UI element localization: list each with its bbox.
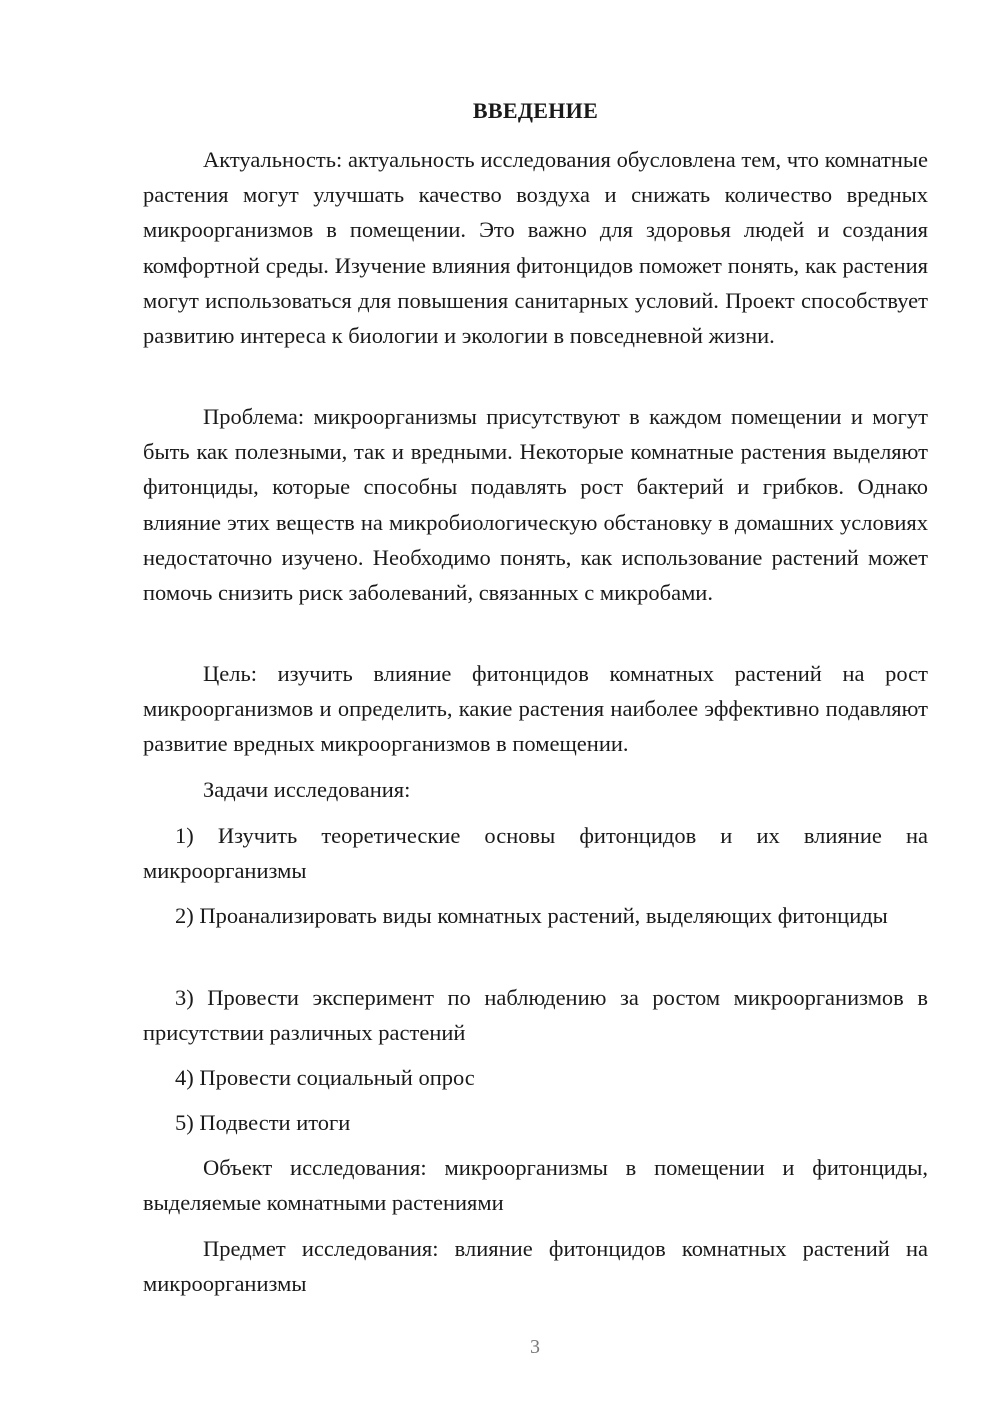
task-item-4: 4) Провести социальный опрос bbox=[175, 1065, 475, 1090]
tasks-title: Задачи исследования: bbox=[203, 777, 411, 802]
problem-paragraph: Проблема: микроорганизмы присутствуют в каждом помещении и могут быть как полезными, так и вредными. Некоторые комнатные растения выделяют фитонциды, которые способны подавлять рост бактерий и грибков. Однако влияние этих веществ на микробиологическую обстановку в домашних условиях недостаточно изучено. Необходимо понять, как использование растений может помочь снизить риск заболеваний, связанных с микробами. bbox=[143, 404, 928, 606]
task-item-1: 1) Изучить теоретические основы фитонцидов и их влияние на микроорганизмы bbox=[143, 823, 928, 884]
page-number: 3 bbox=[530, 1336, 540, 1358]
task-item-3: 3) Провести эксперимент по наблюдению за ростом микроорганизмов в присутствии различных растений bbox=[143, 985, 928, 1046]
task-item-5: 5) Подвести итоги bbox=[175, 1110, 351, 1135]
relevance-paragraph: Актуальность: актуальность исследования обусловлена тем, что комнатные растения могут улучшать качество воздуха и снижать количество вредных микроорганизмов в помещении. Это важно для здоровья людей и создания комфортной среды. Изучение влияния фитонцидов поможет понять, как растения могут использоваться для повышения санитарных условий. Проект способствует развитию интереса к биологии и экологии в повседневной жизни. bbox=[143, 147, 928, 349]
task-item-2: 2) Проанализировать виды комнатных растений, выделяющих фитонциды bbox=[175, 903, 888, 928]
object-paragraph: Объект исследования: микроорганизмы в помещении и фитонциды, выделяемые комнатными растениями bbox=[143, 1155, 928, 1216]
section-heading: ВВЕДЕНИЕ bbox=[472, 98, 599, 123]
goal-paragraph: Цель: изучить влияние фитонцидов комнатных растений на рост микроорганизмов и определить, какие растения наиболее эффективно подавляют развитие вредных микроорганизмов в помещении. bbox=[143, 661, 928, 757]
subject-paragraph: Предмет исследования: влияние фитонцидов комнатных растений на микроорганизмы bbox=[143, 1236, 928, 1297]
